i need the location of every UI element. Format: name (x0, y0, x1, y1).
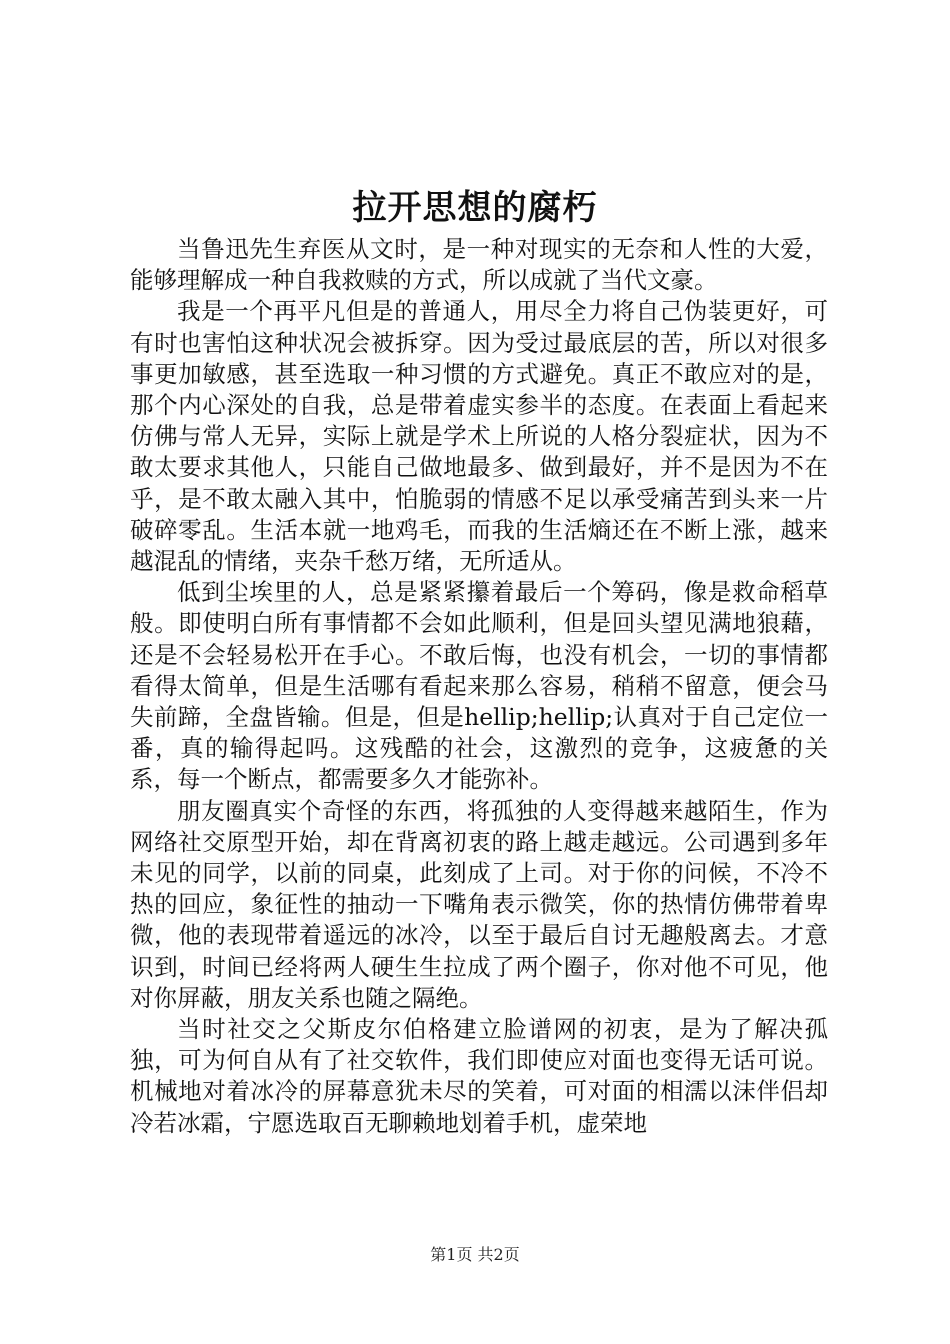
paragraph: 当鲁迅先生弃医从文时，是一种对现实的无奈和人性的大爱，能够理解成一种自我救赎的方式，所以成就了当代文豪。 (130, 235, 828, 295)
document-body (130, 234, 828, 1139)
paragraph: 朋友圈真实个奇怪的东西，将孤独的人变得越来越陌生，作为网络社交原型开始，却在背离初衷的路上越走越远。公司遇到多年未见的同学，以前的同桌，此刻成了上司。对于你的问候，不冷不热的回应，象征性的抽动一下嘴角表示微笑，你的热情仿佛带着卑微，他的表现带着遥远的冰冷，以至于最后自讨无趣般离去。才意识到，时间已经将两人硬生生拉成了两个圈子，你对他不可见，他对你屏蔽，朋友关系也随之隔绝。 (130, 796, 828, 1012)
paragraph: 低到尘埃里的人，总是紧紧攥着最后一个筹码，像是救命稻草般。即使明白所有事情都不会如此顺利，但是回头望见满地狼藉，还是不会轻易松开在手心。不敢后悔，也没有机会，一切的事情都看得太简单，但是生活哪有看起来那么容易，稍稍不留意，便会马失前蹄，全盘皆输。但是，但是hellip;hellip;认真对于自己定位一番，真的输得起吗。这残酷的社会，这激烈的竞争，这疲惫的关系，每一个断点，都需要多久才能弥补。 (130, 578, 828, 794)
paragraph: 当时社交之父斯皮尔伯格建立脸谱网的初衷，是为了解决孤独，可为何自从有了社交软件，我们即使应对面也变得无话可说。机械地对着冰冷的屏幕意犹未尽的笑着，可对面的相濡以沫伴侣却冷若冰霜，宁愿选取百无聊赖地划着手机，虚荣地 (130, 1015, 828, 1137)
paragraph: 我是一个再平凡但是的普通人，用尽全力将自己伪装更好，可有时也害怕这种状况会被拆穿。因为受过最底层的苦，所以对很多事更加敏感，甚至选取一种习惯的方式避免。真正不敢应对的是，那个内心深处的自我，总是带着虚实参半的态度。在表面上看起来仿佛与常人无异，实际上就是学术上所说的人格分裂症状，因为不敢太要求其他人，只能自己做地最多、做到最好，并不是因为不在乎，是不敢太融入其中，怕脆弱的情感不足以承受痛苦到头来一片破碎零乱。生活本就一地鸡毛，而我的生活熵还在不断上涨，越来越混乱的情绪，夹杂千愁万绪，无所适从。 (130, 297, 828, 576)
document-title: 拉开思想的腐朽 (352, 188, 598, 228)
page-footer: 第1页 共2页 (430, 1245, 520, 1264)
